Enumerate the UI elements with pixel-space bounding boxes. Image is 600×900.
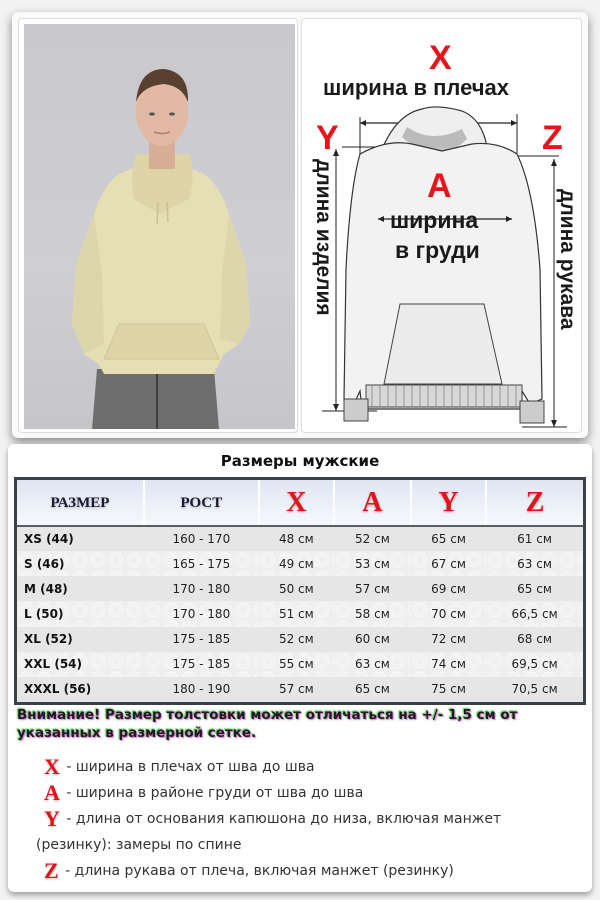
cell-x: 52 см xyxy=(259,627,334,652)
cell-a: 58 см xyxy=(334,601,411,626)
table-row xyxy=(17,652,583,677)
diagram-label-chest-width-2: в груди xyxy=(395,237,480,263)
header-x: X xyxy=(259,480,334,526)
cell-size: S (46) xyxy=(17,551,144,576)
table-row xyxy=(17,601,583,626)
diagram-letter-y: Y xyxy=(316,119,339,157)
header-size: РАЗМЕР xyxy=(17,480,144,526)
legend-letter-x: X xyxy=(44,754,60,779)
cell-y: 65 см xyxy=(411,526,486,551)
cell-a: 52 см xyxy=(334,526,411,551)
diagram-label-chest-width-1: ширина xyxy=(390,207,479,233)
cell-a: 60 см xyxy=(334,627,411,652)
cell-size: XL (52) xyxy=(17,627,144,652)
table-row xyxy=(17,677,583,702)
table-row xyxy=(17,627,583,652)
table-header-row xyxy=(17,480,583,526)
header-z: Z xyxy=(486,480,583,526)
diagram-letter-a: A xyxy=(427,167,452,205)
cell-size: M (48) xyxy=(17,576,144,601)
cell-x: 55 см xyxy=(259,652,334,677)
cell-x: 48 см xyxy=(259,526,334,551)
diagram-label-shoulder-width: ширина в плечах xyxy=(323,75,510,100)
cell-x: 51 см xyxy=(259,601,334,626)
legend-text-x: - ширина в плечах от шва до шва xyxy=(61,759,315,775)
cell-z: 61 см xyxy=(486,526,583,551)
cell-x: 50 см xyxy=(259,576,334,601)
diagram-letter-z: Z xyxy=(542,119,563,157)
legend-letter-a: A xyxy=(44,780,60,805)
model-in-hoodie-image xyxy=(24,24,295,429)
legend-item-a xyxy=(44,780,564,806)
size-info-card xyxy=(8,444,592,892)
cell-height: 165 - 175 xyxy=(144,551,259,576)
cell-size: L (50) xyxy=(17,601,144,626)
size-chart-title: Размеры мужские xyxy=(220,452,380,470)
cell-height: 170 - 180 xyxy=(144,601,259,626)
measurement-legend xyxy=(36,754,564,884)
cell-y: 74 см xyxy=(411,652,486,677)
cell-y: 75 см xyxy=(411,677,486,702)
table-row xyxy=(17,551,583,576)
legend-letter-y: Y xyxy=(44,806,60,831)
cell-x: 57 см xyxy=(259,677,334,702)
cell-a: 57 см xyxy=(334,576,411,601)
cell-z: 70,5 см xyxy=(486,677,583,702)
cell-size: XXL (54) xyxy=(17,652,144,677)
cell-z: 69,5 см xyxy=(486,652,583,677)
table-row xyxy=(17,526,583,551)
cell-height: 160 - 170 xyxy=(144,526,259,551)
legend-text-y: - длина от основания капюшона до низа, включая манжет xyxy=(61,811,502,827)
product-images-card xyxy=(12,12,588,438)
legend-text-a: - ширина в районе груди от шва до шва xyxy=(61,785,364,801)
cell-a: 65 см xyxy=(334,677,411,702)
size-warning-note: Внимание! Размер толстовки может отличаться на +/- 1,5 см от указанных в размерной сетке. xyxy=(17,707,518,741)
cell-height: 180 - 190 xyxy=(144,677,259,702)
product-photo xyxy=(24,24,295,429)
cell-z: 65 см xyxy=(486,576,583,601)
diagram-letter-x: X xyxy=(429,39,452,77)
legend-letter-z: Z xyxy=(44,858,59,883)
diagram-label-garment-length: длина изделия xyxy=(312,159,335,316)
legend-text-y-continuation: (резинку): замеры по спине xyxy=(36,837,242,853)
measurement-diagram xyxy=(301,18,582,433)
header-height: РОСТ xyxy=(144,480,259,526)
cell-y: 72 см xyxy=(411,627,486,652)
legend-item-y xyxy=(44,806,564,832)
cell-z: 68 см xyxy=(486,627,583,652)
cell-height: 175 - 185 xyxy=(144,652,259,677)
product-photo-frame xyxy=(18,18,298,433)
cell-height: 175 - 185 xyxy=(144,627,259,652)
cell-a: 53 см xyxy=(334,551,411,576)
cell-z: 63 см xyxy=(486,551,583,576)
diagram-label-sleeve-length: длина рукава xyxy=(556,189,579,330)
legend-text-z: - длина рукава от плеча, включая манжет (резинку) xyxy=(60,863,454,879)
cell-x: 49 см xyxy=(259,551,334,576)
legend-item-x xyxy=(44,754,564,780)
cell-z: 66,5 см xyxy=(486,601,583,626)
legend-item-z xyxy=(44,858,564,884)
cell-y: 67 см xyxy=(411,551,486,576)
size-table xyxy=(14,477,586,705)
cell-size: XXXL (56) xyxy=(17,677,144,702)
cell-height: 170 - 180 xyxy=(144,576,259,601)
header-y: Y xyxy=(411,480,486,526)
cell-size: XS (44) xyxy=(17,526,144,551)
cell-y: 70 см xyxy=(411,601,486,626)
header-a: A xyxy=(334,480,411,526)
cell-a: 63 см xyxy=(334,652,411,677)
table-row xyxy=(17,576,583,601)
cell-y: 69 см xyxy=(411,576,486,601)
